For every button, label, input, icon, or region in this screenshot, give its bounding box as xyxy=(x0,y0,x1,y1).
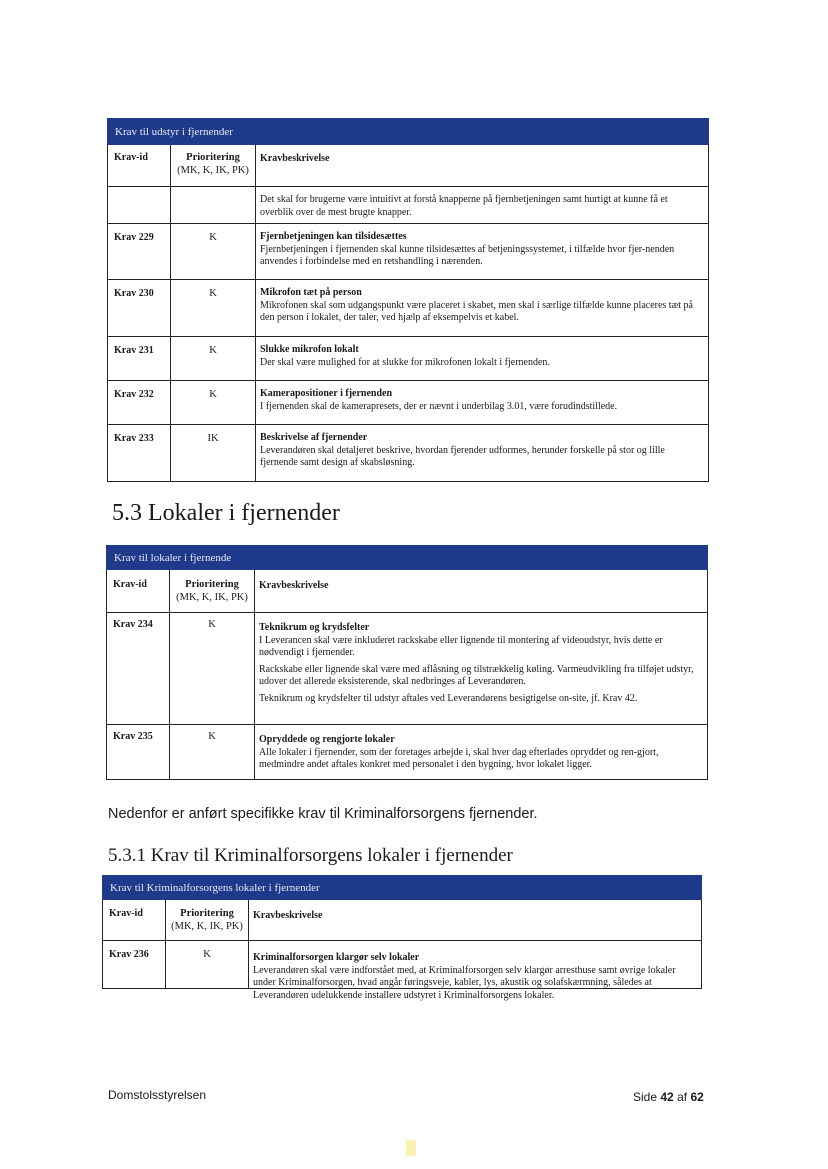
requirement-id: Krav 232 xyxy=(114,389,154,400)
column-header-priority xyxy=(166,907,248,933)
table-row: Teknikrum og krydsfelter I Leverancen skal være inkluderet rackskabe eller lignende til montering af videoudstyr, hvis dette er nødvendigt i fjernender. Rackskabe eller lignende skal være med aflåsning og tilstrækkelig køling. Varmeudvikling fra tilføjet udstyr, udover det allerede eksisterende, skal nedbringes af Leverandøren. Teknikrum og krydsfelter til udstyr aftales ved Leverandørens besigtigelse on-site, jf. Krav 42. xyxy=(259,622,694,704)
requirement-id: Krav 229 xyxy=(114,232,154,243)
column-header-description: Kravbeskrivelse xyxy=(260,153,330,164)
requirement-id: Krav 231 xyxy=(114,345,154,356)
requirement-id: Krav 233 xyxy=(114,433,154,444)
table-caption: Krav til Kriminalforsorgens lokaler i fjernender xyxy=(102,875,702,900)
requirement-priority: K xyxy=(209,389,217,400)
priority-label: Prioritering xyxy=(180,908,234,919)
table-body xyxy=(102,900,702,1001)
requirements-table-equipment xyxy=(107,118,709,482)
column-header-description: Kravbeskrivelse xyxy=(253,910,323,921)
column-header-id: Krav-id xyxy=(113,579,147,590)
footer-organization: Domstolsstyrelsen xyxy=(108,1088,207,1102)
table-row: Kriminalforsorgen klargør selv lokaler Leverandøren skal være indforstået med, at Kriminalforsorgen selv klargør arresthuse samt øvrige lokaler under Kriminalforsorgen, hvad angår føringsveje, kabler, lys, akustik og solafskærmning, således at Leverandøren udelukkende installere udstyret i Kriminalforsorgens lokaler. xyxy=(253,952,676,1001)
requirements-table-kriminalforsorgen xyxy=(102,875,702,1001)
requirement-priority: K xyxy=(209,345,217,356)
footer-page-number: Side 42 af 62 xyxy=(633,1090,704,1104)
table-row: Kamerapositioner i fjernenden I fjernenden skal de kamerapresets, der er nævnt i underbilag 3.01, være forudindstillede. xyxy=(260,388,618,412)
requirements-table-rooms xyxy=(106,545,708,780)
requirement-id: Krav 236 xyxy=(109,949,149,960)
table-body xyxy=(107,145,709,482)
priority-label: Prioritering xyxy=(186,152,240,163)
requirement-priority: K xyxy=(208,731,216,742)
highlight-mark xyxy=(406,1140,416,1156)
column-header-priority xyxy=(171,151,255,177)
column-header-id: Krav-id xyxy=(114,152,148,163)
requirement-priority: K xyxy=(209,288,217,299)
table-row: Beskrivelse af fjernender Leverandøren skal detaljeret beskrive, hvordan fjerender udformes, herunder forskelle på stor og lille fjernende samt design af skabsløsning. xyxy=(260,432,665,468)
subsection-heading: 5.3.1 Krav til Kriminalforsorgens lokaler i fjernender xyxy=(108,845,513,866)
requirement-priority: K xyxy=(209,232,217,243)
table-body xyxy=(106,570,708,780)
table-row: Slukke mikrofon lokalt Der skal være mulighed for at slukke for mikrofonen lokalt i fjernenden. xyxy=(260,344,550,368)
intro-paragraph: Nedenfor er anført specifikke krav til Kriminalforsorgens fjernender. xyxy=(108,806,538,822)
table-row: Opryddede og rengjorte lokaler Alle lokaler i fjernender, som der foretages arbejde i, skal hver dag efterlades opryddet og ren-gjort, medmindre andet aftales konkret med personalet i den bygning, hvor lokalet ligger. xyxy=(259,734,659,770)
table-row: Mikrofon tæt på person Mikrofonen skal som udgangspunkt være placeret i skabet, men skal i særlige tilfælde kunne placeres tæt på den person i lokalet, der taler, ved hjælp af eksempelvis et kabel. xyxy=(260,287,693,323)
column-header-priority xyxy=(170,578,254,604)
priority-label: Prioritering xyxy=(185,579,239,590)
requirement-priority: K xyxy=(203,949,211,960)
column-header-id: Krav-id xyxy=(109,908,143,919)
priority-codes: (MK, K, IK, PK) xyxy=(177,165,249,176)
requirement-id: Krav 234 xyxy=(113,619,153,630)
table-caption: Krav til udstyr i fjernender xyxy=(107,118,709,145)
requirement-priority: IK xyxy=(207,433,219,444)
table-row: Fjernbetjeningen kan tilsidesættes Fjernbetjeningen i fjernenden skal kunne tilsidesættes af betjeningssystemet, i tilfælde hvor fjer-nenden anvendes i forbindelse med en retshandling i nærenden. xyxy=(260,231,675,267)
requirement-priority: K xyxy=(208,619,216,630)
table-caption: Krav til lokaler i fjernende xyxy=(106,545,708,570)
requirement-id: Krav 235 xyxy=(113,731,153,742)
table-row: Det skal for brugerne være intuitivt at forstå knapperne på fjernbetjeningen samt hurtigt at kunne få et overblik over de mest brugte knapper. xyxy=(260,194,668,218)
section-heading: 5.3 Lokaler i fjernender xyxy=(112,500,340,526)
priority-codes: (MK, K, IK, PK) xyxy=(171,921,243,932)
column-header-description: Kravbeskrivelse xyxy=(259,580,329,591)
requirement-id: Krav 230 xyxy=(114,288,154,299)
priority-codes: (MK, K, IK, PK) xyxy=(176,592,248,603)
